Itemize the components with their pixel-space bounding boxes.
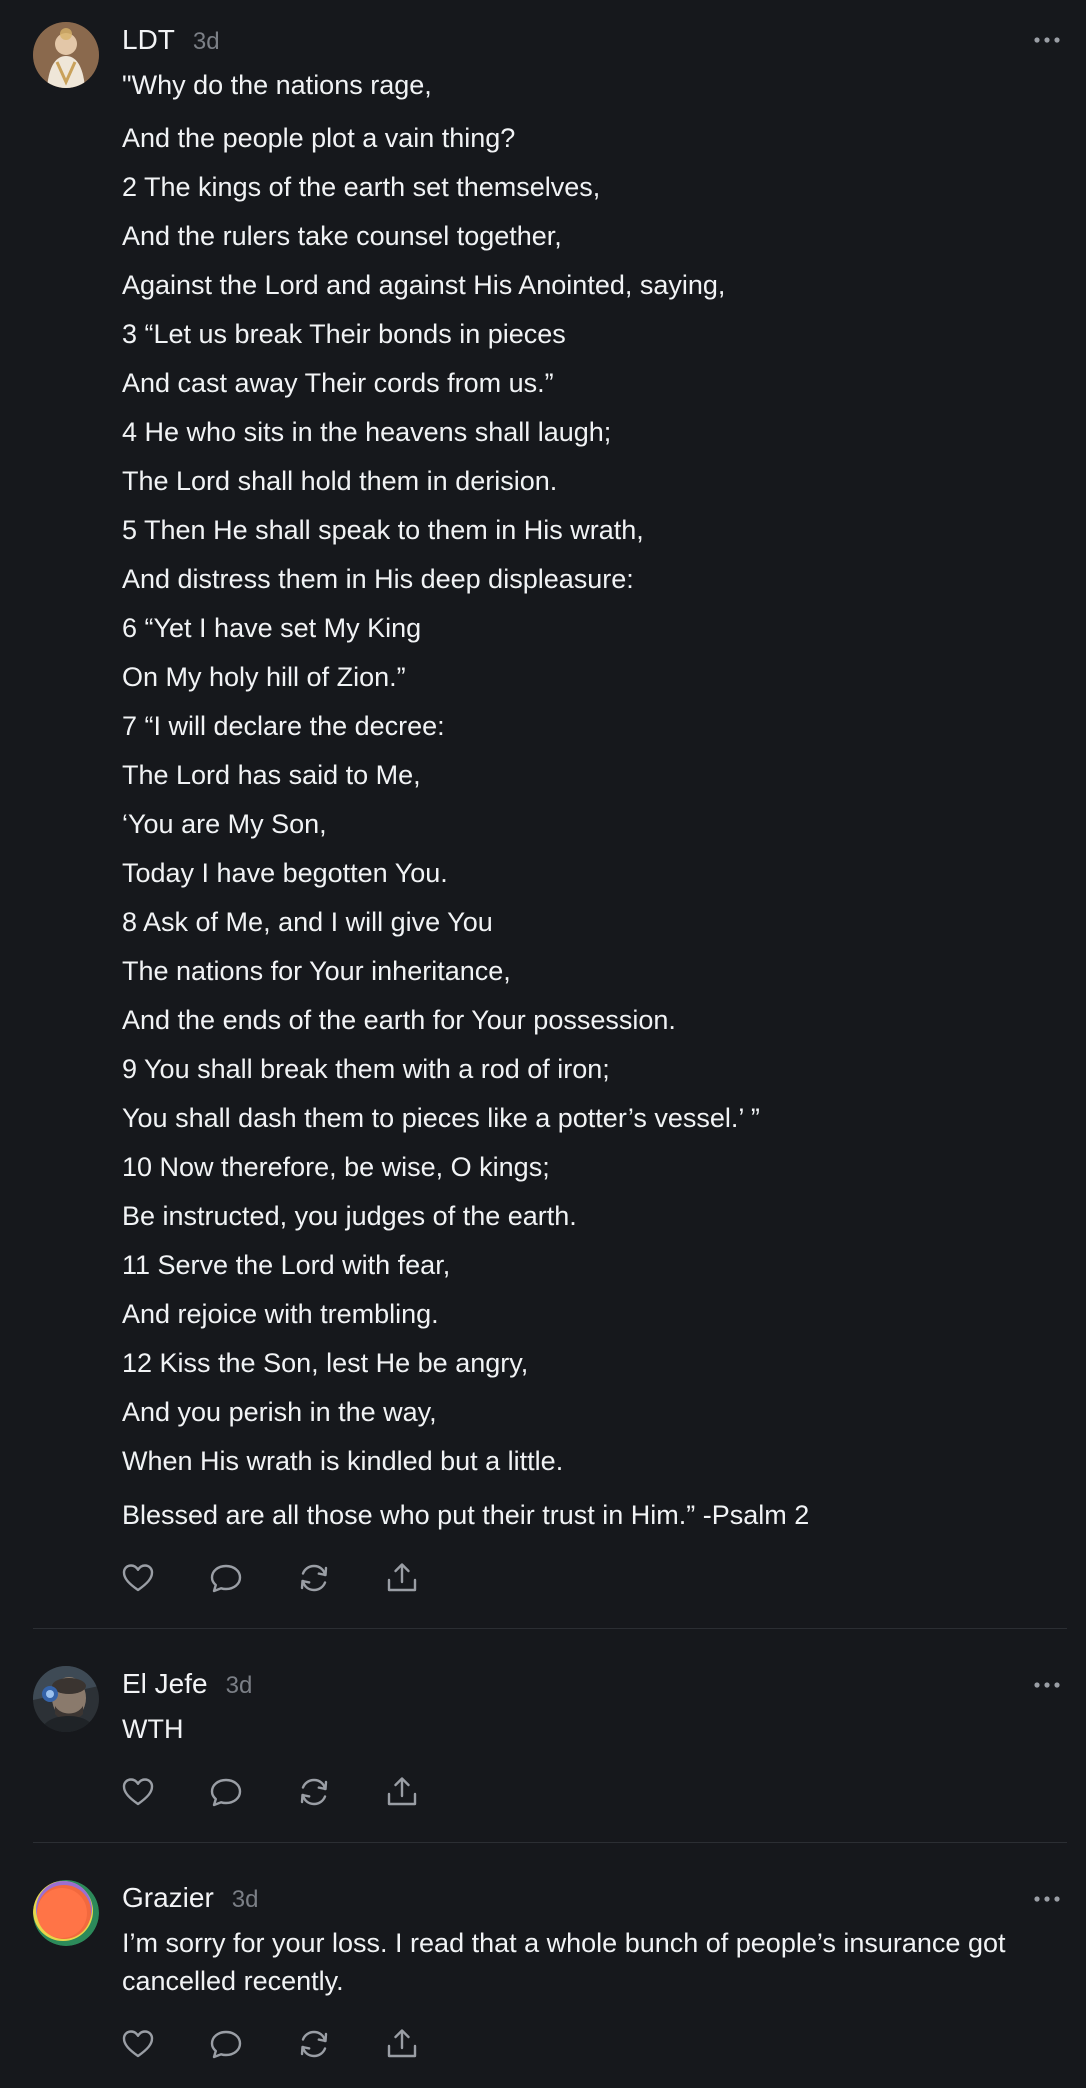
- avatar-ldt[interactable]: [33, 22, 99, 88]
- post-line: On My holy hill of Zion.”: [122, 662, 406, 692]
- like-button[interactable]: [120, 1774, 156, 1810]
- share-icon: [384, 2026, 420, 2062]
- avatar-grazier[interactable]: [33, 1880, 99, 1946]
- post-line: "Why do the nations rage,: [122, 70, 432, 100]
- reply-button[interactable]: [208, 1774, 244, 1810]
- more-icon: [1030, 1889, 1064, 1909]
- post-header: [122, 1882, 259, 1914]
- comment-icon: [208, 2026, 244, 2062]
- more-options-button[interactable]: [1030, 1675, 1064, 1695]
- post-line: Blessed are all those who put their trust in Him.” -Psalm 2: [122, 1500, 810, 1530]
- repost-button[interactable]: [296, 2026, 332, 2062]
- post-actions: [120, 2026, 472, 2062]
- more-options-button[interactable]: [1030, 30, 1064, 50]
- post-line: 4 He who sits in the heavens shall laugh;: [122, 417, 612, 447]
- post-line: Against the Lord and against His Anointed, saying,: [122, 270, 726, 300]
- reply-button[interactable]: [208, 2026, 244, 2062]
- post-line: 5 Then He shall speak to them in His wrath,: [122, 515, 644, 545]
- post-header: [122, 24, 220, 56]
- post-line: ‘You are My Son,: [122, 809, 327, 839]
- post-line: And rejoice with trembling.: [122, 1299, 439, 1329]
- post-line: The nations for Your inheritance,: [122, 956, 511, 986]
- post-line: And distress them in His deep displeasure:: [122, 564, 634, 594]
- post-actions: [120, 1774, 472, 1810]
- like-button[interactable]: [120, 1560, 156, 1596]
- post-line: And the ends of the earth for Your possession.: [122, 1005, 676, 1035]
- post-body: I’m sorry for your loss. I read that a whole bunch of people’s insurance got cancelled recently.: [122, 1928, 1006, 1996]
- post-line: Be instructed, you judges of the earth.: [122, 1201, 577, 1231]
- repost-button[interactable]: [296, 1560, 332, 1596]
- post-actions: [120, 1560, 472, 1596]
- more-icon: [1030, 30, 1064, 50]
- post-line: And cast away Their cords from us.”: [122, 368, 554, 398]
- post-line: And you perish in the way,: [122, 1397, 437, 1427]
- share-icon: [384, 1560, 420, 1596]
- post-line: 12 Kiss the Son, lest He be angry,: [122, 1348, 529, 1378]
- post-line: 8 Ask of Me, and I will give You: [122, 907, 493, 937]
- repost-icon: [296, 2026, 332, 2062]
- heart-icon: [120, 2026, 156, 2062]
- post-line: Today I have begotten You.: [122, 858, 448, 888]
- repost-button[interactable]: [296, 1774, 332, 1810]
- post-line: And the people plot a vain thing?: [122, 123, 516, 153]
- post-line: 10 Now therefore, be wise, O kings;: [122, 1152, 550, 1182]
- post-header: [122, 1668, 252, 1700]
- avatar-el-jefe[interactable]: [33, 1666, 99, 1732]
- share-button[interactable]: [384, 1560, 420, 1596]
- post-line: 7 “I will declare the decree:: [122, 711, 445, 741]
- post-divider: [33, 1628, 1067, 1629]
- share-icon: [384, 1774, 420, 1810]
- post-line: When His wrath is kindled but a little.: [122, 1446, 564, 1476]
- comment-icon: [208, 1560, 244, 1596]
- author-name[interactable]: LDT: [122, 24, 175, 55]
- like-button[interactable]: [120, 2026, 156, 2062]
- post-timestamp: 3d: [225, 1672, 253, 1699]
- heart-icon: [120, 1774, 156, 1810]
- post-timestamp: 3d: [231, 1886, 259, 1913]
- share-button[interactable]: [384, 1774, 420, 1810]
- post-line: The Lord has said to Me,: [122, 760, 421, 790]
- post-body: WTH: [122, 1714, 184, 1744]
- post-line: 11 Serve the Lord with fear,: [122, 1250, 451, 1280]
- post-line: 9 You shall break them with a rod of iron;: [122, 1054, 610, 1084]
- post-line: 3 “Let us break Their bonds in pieces: [122, 319, 566, 349]
- more-options-button[interactable]: [1030, 1889, 1064, 1909]
- post-line: You shall dash them to pieces like a potter’s vessel.’ ”: [122, 1103, 760, 1133]
- reply-button[interactable]: [208, 1560, 244, 1596]
- repost-icon: [296, 1560, 332, 1596]
- post-line: 2 The kings of the earth set themselves,: [122, 172, 601, 202]
- comment-icon: [208, 1774, 244, 1810]
- author-name[interactable]: Grazier: [122, 1882, 214, 1913]
- post-divider: [33, 1842, 1067, 1843]
- repost-icon: [296, 1774, 332, 1810]
- heart-icon: [120, 1560, 156, 1596]
- more-icon: [1030, 1675, 1064, 1695]
- share-button[interactable]: [384, 2026, 420, 2062]
- post-timestamp: 3d: [192, 28, 220, 55]
- post-line: And the rulers take counsel together,: [122, 221, 562, 251]
- post-line: 6 “Yet I have set My King: [122, 613, 422, 643]
- author-name[interactable]: El Jefe: [122, 1668, 208, 1699]
- post-line: The Lord shall hold them in derision.: [122, 466, 558, 496]
